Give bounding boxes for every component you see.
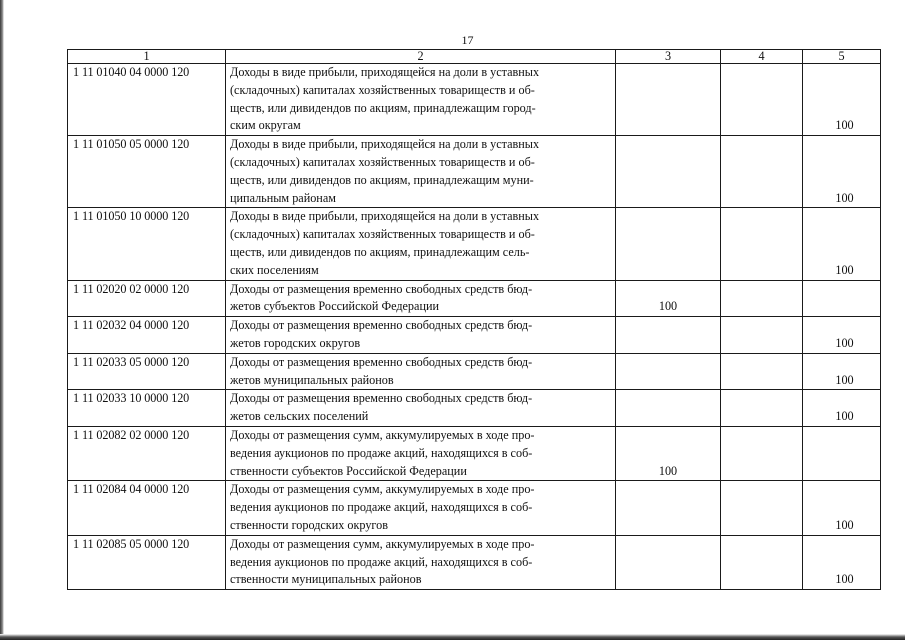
value-c4 xyxy=(721,208,803,280)
income-description xyxy=(226,64,616,136)
value-c3 xyxy=(616,317,721,354)
value-c4 xyxy=(721,390,803,427)
table-row xyxy=(68,390,881,427)
description-line: ским округам xyxy=(230,118,301,133)
table-row xyxy=(68,481,881,535)
value-c4 xyxy=(721,481,803,535)
table-row xyxy=(68,317,881,354)
value-c3: 100 xyxy=(616,280,721,317)
description-line: ведения аукционов по продаже акций, находящихся в соб- xyxy=(230,554,533,569)
description-line: жетов городских округов xyxy=(230,335,361,350)
value-c5: 100 xyxy=(803,390,881,427)
description-line: Доходы от размещения сумм, аккумулируемых в ходе про- xyxy=(230,536,535,551)
income-code: 1 11 02033 05 0000 120 xyxy=(68,353,226,390)
value-c4 xyxy=(721,64,803,136)
value-c4 xyxy=(721,136,803,208)
value-c4 xyxy=(721,280,803,317)
header-col-3: 3 xyxy=(616,50,721,64)
value-c5: 100 xyxy=(803,353,881,390)
income-code: 1 11 01050 05 0000 120 xyxy=(68,136,226,208)
income-code: 1 11 02033 10 0000 120 xyxy=(68,390,226,427)
income-code: 1 11 02082 02 0000 120 xyxy=(68,426,226,480)
header-col-1: 1 xyxy=(68,50,226,64)
value-c5: 100 xyxy=(803,136,881,208)
value-c5: 100 xyxy=(803,64,881,136)
income-description xyxy=(226,481,616,535)
description-line: Доходы от размещения сумм, аккумулируемых в ходе про- xyxy=(230,482,535,497)
income-description xyxy=(226,426,616,480)
income-code: 1 11 01040 04 0000 120 xyxy=(68,64,226,136)
table-row xyxy=(68,535,881,589)
value-c4 xyxy=(721,426,803,480)
income-code: 1 11 01050 10 0000 120 xyxy=(68,208,226,280)
description-line: жетов субъектов Российской Федерации xyxy=(230,299,440,314)
value-c5: 100 xyxy=(803,481,881,535)
value-c5: 100 xyxy=(803,317,881,354)
description-line: Доходы в виде прибыли, приходящейся на доли в уставных xyxy=(230,137,540,152)
table-row xyxy=(68,353,881,390)
value-c5: 100 xyxy=(803,535,881,589)
income-description xyxy=(226,353,616,390)
value-c5 xyxy=(803,280,881,317)
table-body xyxy=(68,64,881,590)
table-row xyxy=(68,64,881,136)
value-c3 xyxy=(616,353,721,390)
description-line: ственности муниципальных районов xyxy=(230,572,422,587)
scan-edge-left xyxy=(0,0,4,640)
value-c5: 100 xyxy=(803,208,881,280)
description-line: ществ, или дивидендов по акциям, принадлежащим город- xyxy=(230,100,536,115)
value-c4 xyxy=(721,535,803,589)
income-code: 1 11 02032 04 0000 120 xyxy=(68,317,226,354)
value-c4 xyxy=(721,317,803,354)
value-c3 xyxy=(616,136,721,208)
income-code: 1 11 02020 02 0000 120 xyxy=(68,280,226,317)
description-line: жетов муниципальных районов xyxy=(230,372,394,387)
table-row xyxy=(68,426,881,480)
income-description xyxy=(226,136,616,208)
description-line: Доходы от размещения сумм, аккумулируемых в ходе про- xyxy=(230,427,535,442)
income-description xyxy=(226,208,616,280)
description-line: Доходы в виде прибыли, приходящейся на доли в уставных xyxy=(230,65,540,79)
description-line: ведения аукционов по продаже акций, находящихся в соб- xyxy=(230,445,533,460)
description-line: ведения аукционов по продаже акций, находящихся в соб- xyxy=(230,500,533,515)
income-description xyxy=(226,535,616,589)
header-col-4: 4 xyxy=(721,50,803,64)
description-line: Доходы от размещения временно свободных средств бюд- xyxy=(230,391,533,406)
description-line: Доходы в виде прибыли, приходящейся на доли в уставных xyxy=(230,209,540,224)
description-line: ственности субъектов Российской Федерации xyxy=(230,463,467,478)
description-line: ципальным районам xyxy=(230,190,336,205)
header-row xyxy=(68,50,881,64)
value-c5 xyxy=(803,426,881,480)
description-line: Доходы от размещения временно свободных средств бюд- xyxy=(230,354,533,369)
value-c3 xyxy=(616,535,721,589)
value-c3 xyxy=(616,64,721,136)
value-c3 xyxy=(616,208,721,280)
description-line: (складочных) капиталах хозяйственных товариществ и об- xyxy=(230,82,535,97)
budget-table xyxy=(67,49,881,590)
income-code: 1 11 02084 04 0000 120 xyxy=(68,481,226,535)
value-c3 xyxy=(616,390,721,427)
description-line: Доходы от размещения временно свободных средств бюд- xyxy=(230,281,533,296)
table-row xyxy=(68,208,881,280)
income-description xyxy=(226,280,616,317)
description-line: ственности городских округов xyxy=(230,517,388,532)
income-description xyxy=(226,317,616,354)
income-code: 1 11 02085 05 0000 120 xyxy=(68,535,226,589)
value-c4 xyxy=(721,353,803,390)
value-c3 xyxy=(616,481,721,535)
description-line: (складочных) капиталах хозяйственных товариществ и об- xyxy=(230,154,535,169)
table-row xyxy=(68,280,881,317)
table-row xyxy=(68,136,881,208)
description-line: ществ, или дивидендов по акциям, принадлежащим муни- xyxy=(230,172,534,187)
header-col-2: 2 xyxy=(226,50,616,64)
scan-edge-bottom xyxy=(0,634,905,640)
header-col-5: 5 xyxy=(803,50,881,64)
description-line: (складочных) капиталах хозяйственных товариществ и об- xyxy=(230,227,535,242)
description-line: жетов сельских поселений xyxy=(230,409,369,424)
value-c3: 100 xyxy=(616,426,721,480)
description-line: ских поселениям xyxy=(230,262,319,277)
income-description xyxy=(226,390,616,427)
description-line: Доходы от размещения временно свободных средств бюд- xyxy=(230,318,533,333)
page-number: 17 xyxy=(461,33,474,47)
description-line: ществ, или дивидендов по акциям, принадлежащим сель- xyxy=(230,244,530,259)
